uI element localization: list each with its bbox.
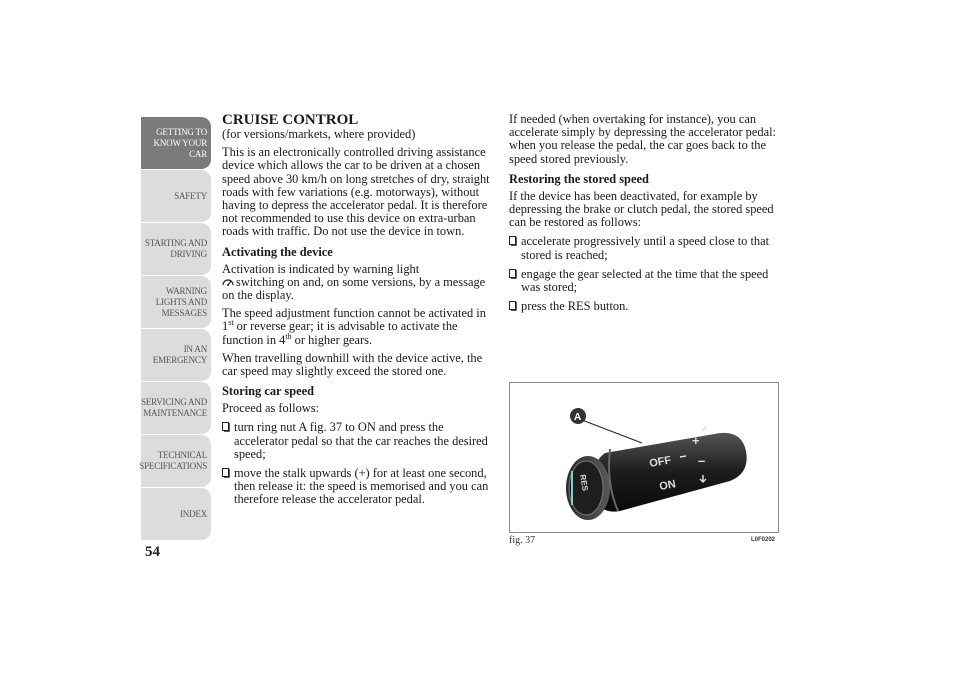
tab-label: SAFETY [174, 190, 207, 201]
activating-heading: Activating the device [222, 244, 333, 259]
storing-heading: Storing car speed [222, 384, 315, 399]
overtaking-paragraph: If needed (when overtaking for instance), you can accelerate simply by depressing the accelerator pedal: when you release the pedal, the car goes back to the speed stored previously. [509, 112, 776, 166]
tab-starting-and-driving[interactable] [141, 223, 211, 276]
tab-label: STARTING AND DRIVING [144, 238, 207, 259]
activating-text-a: Activation is indicated by warning light [222, 261, 420, 276]
section-title: CRUISE CONTROL [222, 112, 359, 128]
stalk-body [593, 433, 747, 512]
minus-label: – [698, 453, 706, 468]
tab-servicing[interactable] [141, 382, 211, 435]
callout-a-line [582, 420, 642, 443]
activating-paragraph [222, 263, 492, 303]
restoring-bullet [509, 267, 779, 294]
tab-label: IN AN EMERGENCY [152, 344, 207, 365]
plus-label: + [692, 433, 700, 448]
bullet-text: engage the gear selected at the time that the speed was stored; [521, 266, 769, 295]
off-label: OFF [648, 454, 673, 470]
section-subtitle: (for versions/markets, where provided) [222, 127, 416, 141]
checkbox-bullet-icon [509, 268, 518, 279]
figure-frame [509, 382, 779, 533]
bullet-text: turn ring nut A fig. 37 to ON and press the accelerator pedal so that the car reaches the desired speed; [234, 420, 488, 461]
checkbox-bullet-icon [509, 235, 518, 246]
on-label: ON [658, 478, 677, 493]
right-column [509, 113, 779, 318]
figure-caption: fig. 37 [509, 535, 536, 546]
gear-text-a: The speed adjustment function cannot be activated in 1 [222, 306, 486, 334]
left-column [222, 113, 492, 512]
gear-paragraph [222, 307, 492, 347]
tab-label: TECHNICAL SPECIFICATIONS [139, 450, 208, 471]
restoring-bullet [509, 234, 779, 261]
cruise-stalk-illustration [510, 383, 778, 532]
tab-label: GETTING TO KNOW YOUR CAR [153, 126, 207, 159]
restoring-bullet [509, 299, 779, 313]
gear-text-c: or higher gears. [291, 332, 373, 347]
gear-text-b: or reverse gear; it is advisable to activate the function in 4 [222, 319, 458, 347]
storing-intro: Proceed as follows: [222, 401, 320, 416]
bullet-text: press the RES button. [521, 299, 629, 314]
storing-bullet [222, 420, 492, 461]
restoring-intro: If the device has been deactivated, for example by depressing the brake or clutch pedal, the stored speed can be restored as follows: [509, 188, 774, 230]
tab-in-an-emergency[interactable] [141, 329, 211, 382]
page-number: 54 [145, 544, 160, 560]
callout-a-label: A [574, 412, 582, 423]
checkbox-bullet-icon [222, 467, 231, 478]
tab-index[interactable] [141, 488, 211, 541]
activating-text-b: switching on and, on some versions, by a message on the display. [222, 274, 486, 303]
sup-th: th [285, 331, 292, 341]
storing-bullet [222, 466, 492, 507]
bullet-text: accelerate progressively until a speed close to that stored is reached; [521, 234, 770, 262]
intro-paragraph: This is an electronically controlled driving assistance device which allows the car to be driven at a chosen speed above 30 km/h on long stretches of dry, straight roads with few variations (e.g. motorways), without having to depress the accelerator pedal. It is therefore not recommended to use this device on extra-urban roads with traffic. Do not use the device in town. [222, 145, 490, 239]
tab-label: SERVICING AND MAINTENANCE [141, 397, 207, 418]
figure-37 [509, 382, 779, 550]
up-arrow-icon [702, 427, 706, 431]
tab-technical-specifications[interactable] [141, 435, 211, 488]
cruise-control-warning-icon [222, 277, 234, 287]
downhill-paragraph: When travelling downhill with the device active, the car speed may slightly exceed the stored one. [222, 350, 483, 379]
tab-warning-lights[interactable] [141, 276, 211, 329]
figure-code: L0F0202 [750, 537, 775, 543]
res-label: RES [578, 473, 590, 492]
tab-getting-to-know-your-car[interactable] [141, 117, 211, 170]
sup-st: st [228, 318, 234, 328]
tab-label: WARNING LIGHTS AND MESSAGES [155, 285, 207, 318]
checkbox-bullet-icon [509, 300, 518, 311]
restoring-heading: Restoring the stored speed [509, 171, 649, 186]
off-tick [680, 456, 686, 457]
tab-label: INDEX [180, 508, 207, 519]
tab-safety[interactable] [141, 170, 211, 223]
checkbox-bullet-icon [222, 421, 231, 432]
bullet-text: move the stalk upwards (+) for at least one second, then release it: the speed is memorised and you can therefore release the accelerator pedal. [234, 466, 489, 507]
chapter-tabs [141, 117, 211, 541]
